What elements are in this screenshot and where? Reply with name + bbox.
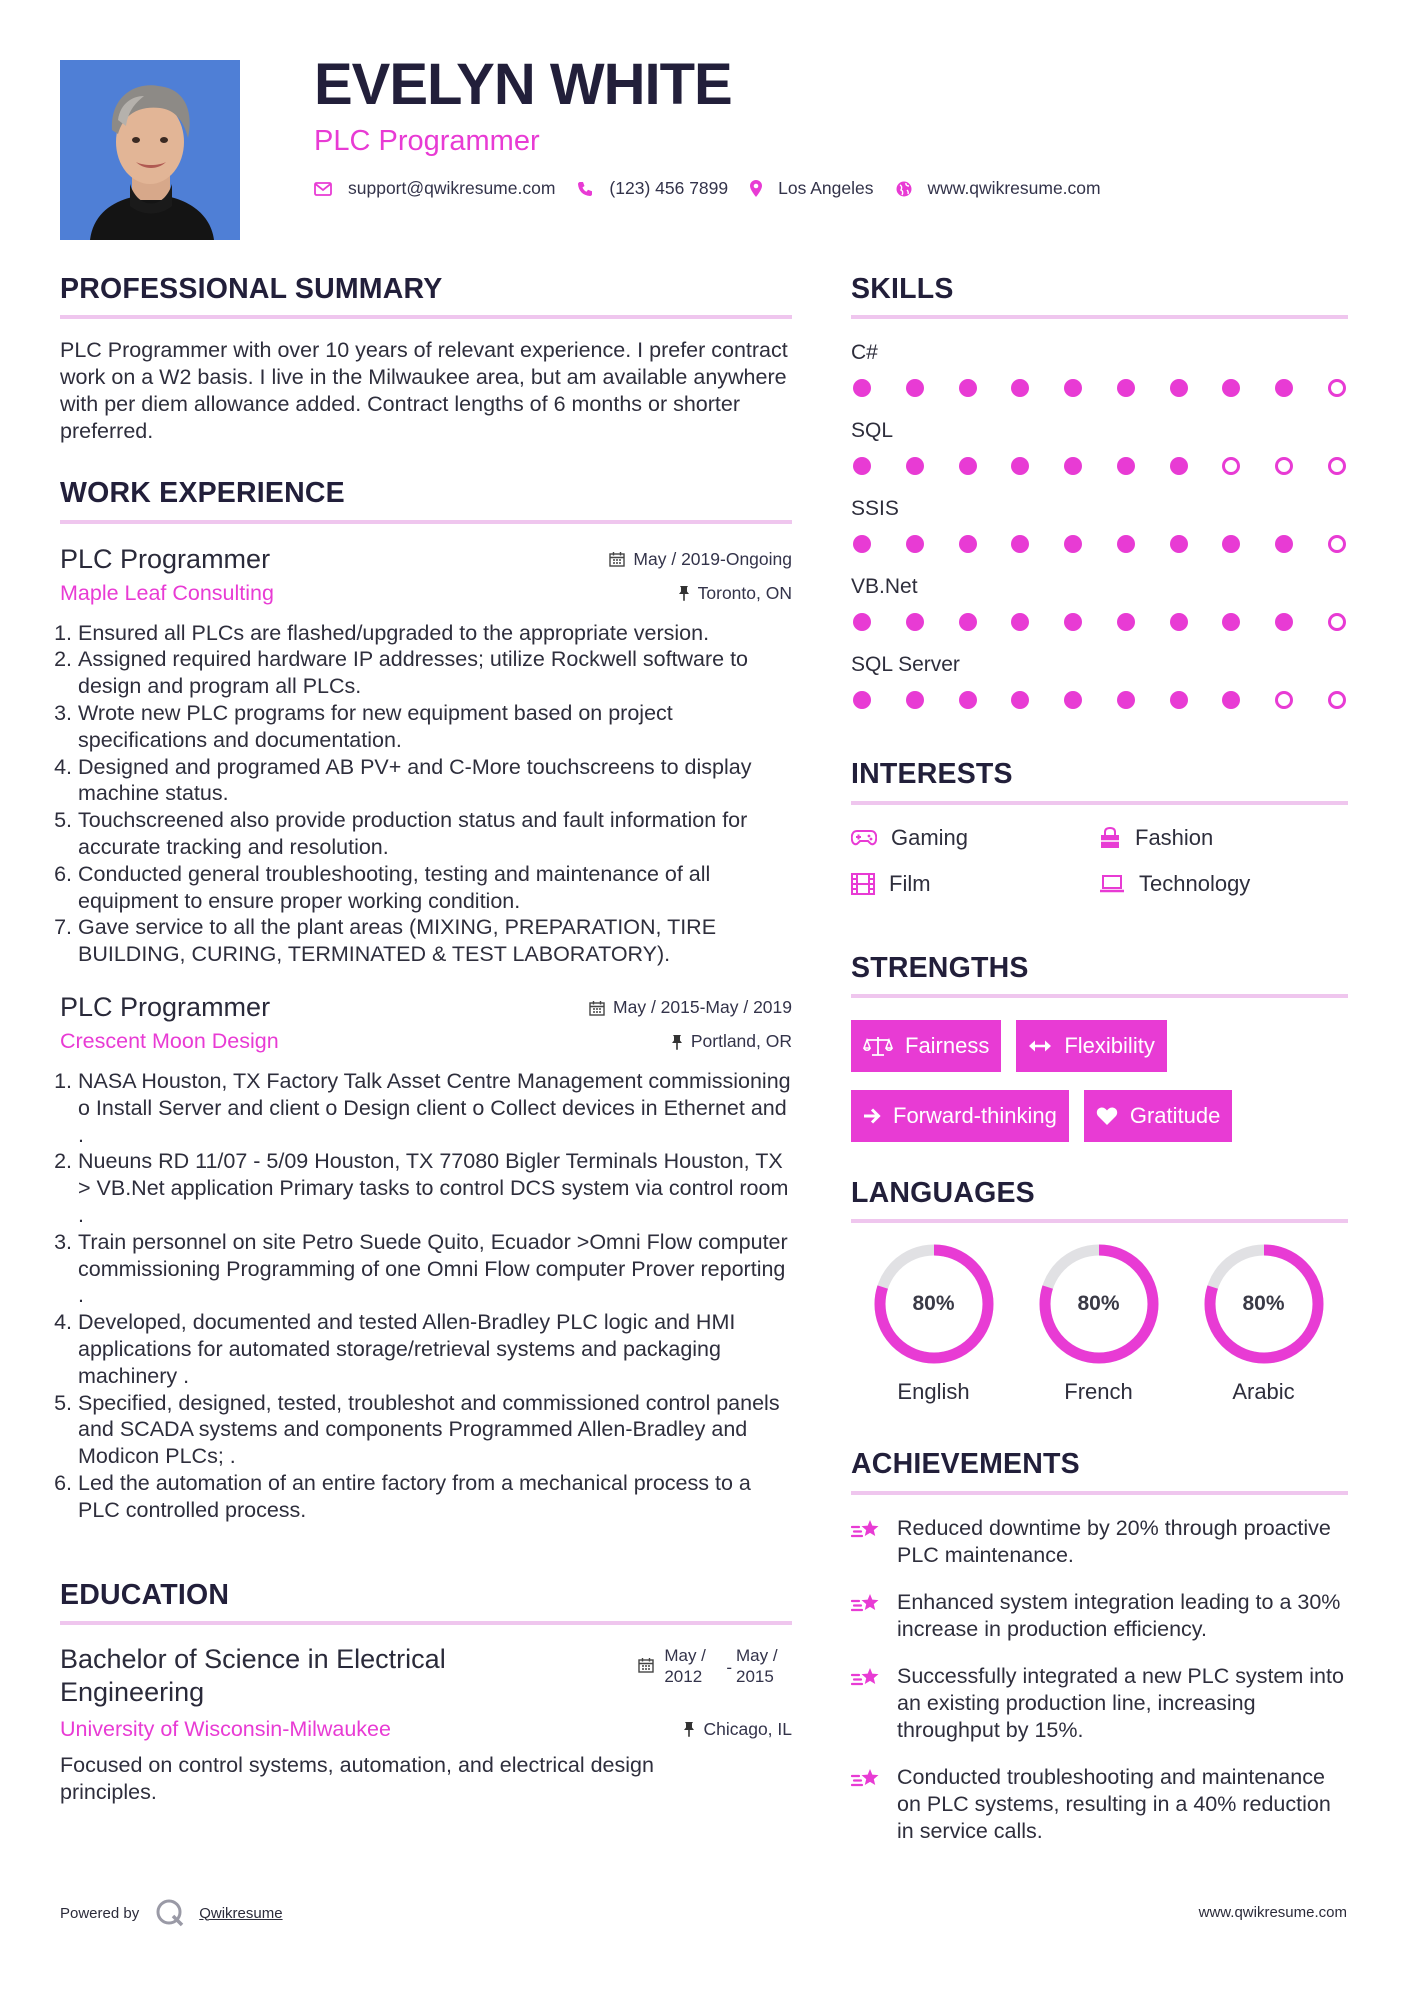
interest-gaming	[851, 825, 1099, 851]
skill-rating	[851, 613, 1348, 631]
powered-by-brand-link[interactable]: Qwikresume	[199, 1904, 283, 1922]
interests-heading: INTERESTS	[851, 759, 1348, 804]
strengths-section	[851, 953, 1348, 1142]
contact-website-text: www.qwikresume.com	[927, 178, 1101, 198]
duty-item: 5. Touchscreened also provide production status and fault information for accurate tracking and resolution.	[78, 807, 792, 861]
rating-dot-filled	[853, 535, 871, 553]
pushpin-icon	[678, 585, 690, 601]
skills-list	[851, 341, 1348, 709]
strength-tag	[1016, 1020, 1166, 1072]
rating-dot-empty	[1275, 691, 1293, 709]
achievements-heading: ACHIEVEMENTS	[851, 1449, 1348, 1494]
contact-location	[750, 178, 873, 199]
strength-label: Forward-thinking	[893, 1103, 1057, 1129]
interests-section	[851, 759, 1348, 896]
rating-dot-filled	[959, 535, 977, 553]
skill-name: SQL	[851, 419, 894, 443]
envelope-icon	[314, 182, 332, 196]
strength-tag	[851, 1090, 1069, 1142]
language-name: English	[897, 1379, 970, 1405]
language-percent: 80%	[1077, 1292, 1120, 1316]
rating-dot-filled	[1064, 691, 1082, 709]
rating-dot-empty	[1328, 613, 1346, 631]
school-location-text: Chicago, IL	[703, 1718, 792, 1739]
rating-dot-empty	[1328, 691, 1346, 709]
duty-item: 2. Nueuns RD 11/07 - 5/09 Houston, TX 77080 Bigler Terminals Houston, TX > VB.Net application Primary tasks to control DCS system via control room .	[78, 1148, 792, 1228]
duty-item: 3. Train personnel on site Petro Suede Quito, Ecuador >Omni Flow computer commissioning Programming of one Omni Flow computer Prover reporting .	[78, 1229, 792, 1309]
rating-dot-filled	[906, 535, 924, 553]
rating-dot-filled	[1170, 457, 1188, 475]
rating-dot-empty	[1222, 457, 1240, 475]
footer-powered-by	[60, 1898, 283, 1928]
achievement-text: Successfully integrated a new PLC system into an existing production line, increasing throughput by 15%.	[897, 1663, 1344, 1742]
skill-rating	[851, 457, 1348, 475]
rating-dot-filled	[1222, 691, 1240, 709]
summary-heading: PROFESSIONAL SUMMARY	[60, 274, 792, 319]
rating-dot-filled	[1117, 613, 1135, 631]
school-name: University of Wisconsin-Milwaukee	[60, 1716, 391, 1741]
rating-dot-filled	[1064, 535, 1082, 553]
rating-dot-filled	[1117, 457, 1135, 475]
duty-item: 4. Designed and programed AB PV+ and C-More touchscreens to display machine status.	[78, 754, 792, 808]
skill-rating	[851, 535, 1348, 553]
rating-dot-filled	[906, 613, 924, 631]
experience-heading: WORK EXPERIENCE	[60, 478, 792, 523]
shooting-star-icon	[851, 1665, 881, 1691]
strength-label: Fairness	[905, 1033, 990, 1059]
skill-rating	[851, 691, 1348, 709]
language-name: French	[1064, 1379, 1133, 1405]
gamepad-icon	[851, 829, 877, 847]
arrow-right-icon	[863, 1107, 881, 1125]
rating-dot-filled	[906, 379, 924, 397]
duty-item: 1. Ensured all PLCs are flashed/upgraded to the appropriate version.	[78, 620, 792, 647]
language-item	[1016, 1243, 1181, 1405]
calendar-icon	[589, 1000, 605, 1016]
education-end-month: May /	[736, 1645, 778, 1665]
job-location	[678, 583, 792, 604]
interest-film	[851, 871, 1099, 897]
rating-dot-filled	[959, 613, 977, 631]
candidate-name: EVELYN WHITE	[314, 52, 732, 117]
heart-icon	[1096, 1106, 1118, 1126]
rating-dot-filled	[1275, 613, 1293, 631]
shooting-star-icon	[851, 1766, 881, 1792]
achievements-list	[851, 1515, 1348, 1845]
rating-dot-filled	[1011, 457, 1029, 475]
languages-heading: LANGUAGES	[851, 1178, 1348, 1223]
job-location-text: Toronto, ON	[697, 582, 792, 603]
strength-label: Gratitude	[1129, 1103, 1221, 1129]
rating-dot-filled	[1011, 379, 1029, 397]
calendar-icon	[609, 551, 625, 567]
language-percent: 80%	[1242, 1292, 1285, 1316]
film-icon	[851, 873, 875, 895]
rating-dot-filled	[1117, 691, 1135, 709]
job-duties	[60, 1068, 792, 1524]
achievement-item	[851, 1589, 1348, 1643]
rating-dot-filled	[1170, 691, 1188, 709]
duty-item: 5. Specified, designed, tested, troubleshot and commissioned control panels and SCADA systems and components Programmed Allen-Bradley and Modicon PLCs; .	[78, 1390, 792, 1470]
language-item	[851, 1243, 1016, 1405]
skills-section	[851, 274, 1348, 709]
rating-dot-filled	[1011, 691, 1029, 709]
interest-technology	[1099, 871, 1347, 897]
duty-item: 2. Assigned required hardware IP addresses; utilize Rockwell software to design and program all PLCs.	[78, 646, 792, 700]
job-company: Crescent Moon Design	[60, 1029, 279, 1054]
languages-list	[851, 1243, 1348, 1405]
rating-dot-filled	[1222, 613, 1240, 631]
skill-name: VB.Net	[851, 575, 918, 599]
strengths-heading: STRENGTHS	[851, 953, 1348, 998]
map-pin-icon	[750, 180, 762, 197]
summary-text: PLC Programmer with over 10 years of relevant experience. I prefer contract work on a W2 basis. I live in the Milwaukee area, but am available anywhere with per diem allowance added. Contract lengths of 6 months or shorter preferred.	[60, 338, 788, 444]
interest-fashion	[1099, 825, 1347, 851]
job-location	[671, 1031, 792, 1052]
rating-dot-filled	[1222, 535, 1240, 553]
achievement-text: Enhanced system integration leading to a 30% increase in production efficiency.	[897, 1589, 1341, 1641]
rating-dot-filled	[959, 691, 977, 709]
skills-heading: SKILLS	[851, 274, 1348, 319]
experience-section	[60, 478, 792, 1523]
job-entry	[60, 544, 792, 968]
right-column	[851, 274, 1348, 1845]
profile-photo	[60, 60, 240, 240]
footer-website-link[interactable]: www.qwikresume.com	[1198, 1904, 1347, 1921]
duty-item: 4. Developed, documented and tested Allen-Bradley PLC logic and HMI applications for automated storage/retrieval systems and packaging machinery .	[78, 1309, 792, 1389]
qwikresume-logo-icon	[155, 1898, 185, 1928]
rating-dot-filled	[853, 457, 871, 475]
rating-dot-filled	[1117, 535, 1135, 553]
interest-label: Fashion	[1135, 824, 1214, 850]
rating-dot-filled	[1170, 535, 1188, 553]
job-location-text: Portland, OR	[690, 1031, 792, 1052]
rating-dot-filled	[1011, 535, 1029, 553]
rating-dot-filled	[1011, 613, 1029, 631]
rating-dot-filled	[1275, 535, 1293, 553]
shooting-star-icon	[851, 1517, 881, 1543]
achievement-item	[851, 1764, 1348, 1845]
degree-title: Bachelor of Science in Electrical Engineering	[60, 1643, 446, 1707]
rating-dot-filled	[1064, 379, 1082, 397]
double-arrow-icon	[1028, 1039, 1052, 1053]
powered-by-text: Powered by	[60, 1904, 140, 1922]
shooting-star-icon	[851, 1591, 881, 1617]
rating-dot-empty	[1328, 535, 1346, 553]
rating-dot-empty	[1328, 379, 1346, 397]
education-start-year: 2012	[664, 1666, 703, 1686]
skill-name: SQL Server	[851, 653, 960, 677]
job-entry	[60, 992, 792, 1524]
rating-dot-filled	[959, 457, 977, 475]
languages-section	[851, 1178, 1348, 1405]
interest-label: Film	[889, 870, 931, 896]
rating-dot-filled	[906, 691, 924, 709]
rating-dot-filled	[1064, 457, 1082, 475]
education-dates: May / 2012 - May / 2015	[638, 1643, 792, 1709]
strength-label: Flexibility	[1064, 1033, 1155, 1059]
education-start-month: May /	[664, 1645, 706, 1665]
rating-dot-filled	[853, 379, 871, 397]
job-dates	[589, 997, 792, 1018]
summary-section	[60, 274, 792, 445]
duty-item: 3. Wrote new PLC programs for new equipment based on project specifications and documentation.	[78, 700, 792, 754]
education-heading: EDUCATION	[60, 1580, 792, 1625]
language-name: Arabic	[1232, 1379, 1295, 1405]
contact-email[interactable]	[314, 178, 555, 199]
shopping-bag-icon	[1099, 827, 1121, 849]
rating-dot-filled	[1064, 613, 1082, 631]
duty-item: 1. NASA Houston, TX Factory Talk Asset Centre Management commissioning o Install Server and client o Design client o Collect devices in Ethernet and .	[78, 1068, 792, 1148]
left-column	[60, 274, 792, 1806]
contact-phone-text: (123) 456 7899	[609, 178, 729, 198]
achievement-text: Reduced downtime by 20% through proactive PLC maintenance.	[897, 1515, 1331, 1567]
rating-dot-filled	[959, 379, 977, 397]
rating-dot-filled	[853, 613, 871, 631]
job-title: PLC Programmer	[60, 543, 271, 574]
job-dates	[609, 549, 792, 570]
duty-item: 6. Led the automation of an entire factory from a mechanical process to a PLC controlled process.	[78, 1470, 792, 1524]
achievements-section	[851, 1449, 1348, 1844]
rating-dot-filled	[853, 691, 871, 709]
rating-dot-empty	[1275, 457, 1293, 475]
balance-scale-icon	[863, 1035, 893, 1057]
achievement-text: Conducted troubleshooting and maintenance on PLC systems, resulting in a 40% reduction in service calls.	[897, 1764, 1331, 1843]
strength-tag	[1084, 1090, 1233, 1142]
job-dates-text: May / 2019-Ongoing	[633, 548, 792, 569]
education-end-year: 2015	[736, 1666, 774, 1686]
rating-dot-filled	[1222, 379, 1240, 397]
strength-tag	[851, 1020, 1001, 1072]
duty-item: 7. Gave service to all the plant areas (MIXING, PREPARATION, TIRE BUILDING, CURING, TERMINATED & TEST LABORATORY).	[78, 914, 792, 968]
contact-phone[interactable]	[577, 178, 728, 199]
skill-rating	[851, 379, 1348, 397]
rating-dot-filled	[1275, 379, 1293, 397]
contact-bar	[314, 178, 1123, 199]
achievement-item	[851, 1663, 1348, 1744]
phone-icon	[577, 181, 593, 197]
pushpin-icon	[671, 1034, 683, 1050]
rating-dot-filled	[1170, 613, 1188, 631]
education-section	[60, 1580, 792, 1806]
job-dates-text: May / 2015-May / 2019	[613, 997, 792, 1018]
calendar-icon	[638, 1657, 654, 1673]
job-title: PLC Programmer	[60, 992, 271, 1023]
job-company: Maple Leaf Consulting	[60, 580, 274, 605]
duty-item: 6. Conducted general troubleshooting, testing and maintenance of all equipment to ensure proper working condition.	[78, 861, 792, 915]
language-percent: 80%	[912, 1292, 955, 1316]
rating-dot-filled	[1170, 379, 1188, 397]
contact-email-text: support@qwikresume.com	[348, 178, 556, 198]
interest-label: Technology	[1139, 870, 1251, 896]
rating-dot-filled	[906, 457, 924, 475]
skill-name: SSIS	[851, 497, 899, 521]
candidate-title: PLC Programmer	[314, 125, 540, 157]
interest-label: Gaming	[891, 824, 969, 850]
rating-dot-empty	[1328, 457, 1346, 475]
contact-website[interactable]	[896, 178, 1101, 199]
school-location	[683, 1719, 792, 1740]
rating-dot-filled	[1117, 379, 1135, 397]
achievement-item	[851, 1515, 1348, 1569]
job-duties	[60, 620, 792, 968]
laptop-icon	[1099, 875, 1125, 893]
contact-location-text: Los Angeles	[778, 178, 874, 198]
globe-icon	[896, 181, 912, 197]
education-description: Focused on control systems, automation, and electrical design principles.	[60, 1752, 654, 1804]
language-item	[1181, 1243, 1346, 1405]
pushpin-icon	[683, 1721, 695, 1737]
skill-name: C#	[851, 341, 878, 365]
